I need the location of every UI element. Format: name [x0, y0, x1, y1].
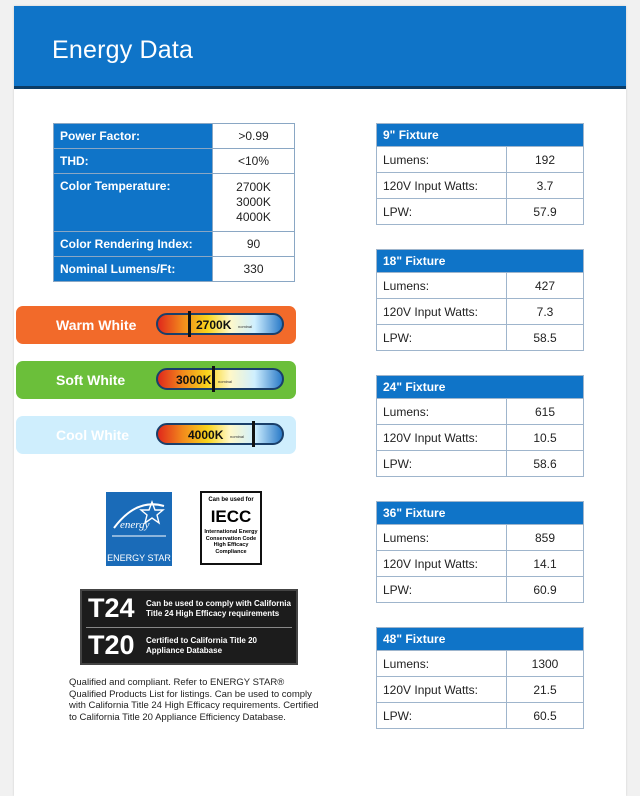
spec-label: Color Rendering Index: — [54, 232, 213, 257]
iecc-line: Compliance — [215, 548, 247, 555]
spec-row-nominal-lumens — [54, 257, 295, 282]
row-value: 3.7 — [507, 173, 584, 199]
cool-white-bar — [16, 416, 296, 454]
iecc-description — [202, 529, 260, 555]
t24-text: Can be used to comply with California Title 24 High Efficacy requirements — [146, 599, 291, 618]
row-label: 120V Input Watts: — [377, 299, 507, 325]
color-temperature-gauge — [156, 368, 284, 390]
row-label: LPW: — [377, 325, 507, 351]
energy-star-label: ENERGY STAR — [107, 553, 171, 563]
gauge-value: 2700K — [196, 318, 232, 332]
iecc-line: High Efficacy — [213, 542, 249, 548]
compliance-note: Qualified and compliant. Refer to ENERGY STAR® Qualified Products List for listings. Can be used to comply with California Title 24 High Efficacy requirements. Certified to California Title 20 Appliance Efficiency Database. — [69, 677, 319, 723]
fixture-row-lpw — [377, 199, 584, 225]
fixture-header: 24" Fixture — [377, 376, 584, 399]
spec-row-power-factor — [54, 124, 295, 149]
fixture-row-watts — [377, 551, 584, 577]
fixture-row-lpw — [377, 703, 584, 729]
gauge-nominal: nominal — [238, 324, 253, 329]
iecc-line: Conservation Code — [205, 535, 257, 542]
gauge-value: 3000K — [176, 373, 212, 387]
soft-white-bar — [16, 361, 296, 399]
fixture-header: 48" Fixture — [377, 628, 584, 651]
page-title: Energy Data — [52, 36, 194, 64]
row-value: 58.6 — [507, 451, 584, 477]
header-divider — [14, 86, 626, 89]
fixture-header: 18" Fixture — [377, 250, 584, 273]
spec-value: 4000K — [236, 210, 271, 224]
row-label: LPW: — [377, 199, 507, 225]
bar-label: Soft White — [56, 372, 126, 388]
fixture-row-lumens — [377, 273, 584, 299]
row-value: 10.5 — [507, 425, 584, 451]
fixture-row-watts — [377, 173, 584, 199]
row-value: 21.5 — [507, 677, 584, 703]
color-temperature-gauge — [156, 423, 284, 445]
iecc-title: IECC — [210, 507, 252, 526]
fixture-row-lpw — [377, 577, 584, 603]
fixture-table-18 — [376, 249, 584, 351]
gauge-nominal: nominal — [218, 379, 233, 384]
row-label: LPW: — [377, 577, 507, 603]
spec-value: <10% — [213, 149, 295, 174]
energy-star-logo — [106, 492, 172, 566]
spec-label: THD: — [54, 149, 213, 174]
row-label: 120V Input Watts: — [377, 173, 507, 199]
spec-value: 2700K — [236, 180, 271, 194]
row-label: Lumens: — [377, 147, 507, 173]
spec-row-cri — [54, 232, 295, 257]
color-temperature-gauge — [156, 313, 284, 335]
spec-row-color-temperature — [54, 174, 295, 232]
t24-row — [86, 593, 292, 625]
spec-label: Nominal Lumens/Ft: — [54, 257, 213, 282]
t20-text: Certified to California Title 20 Appliance Database — [146, 636, 257, 655]
row-value: 60.5 — [507, 703, 584, 729]
row-label: Lumens: — [377, 651, 507, 677]
row-value: 60.9 — [507, 577, 584, 603]
row-value: 859 — [507, 525, 584, 551]
row-value: 57.9 — [507, 199, 584, 225]
title-24-20-badge — [80, 589, 298, 665]
spec-value: >0.99 — [213, 124, 295, 149]
gauge-value: 4000K — [188, 428, 224, 442]
t20-code: T20 — [88, 630, 135, 660]
spec-label: Power Factor: — [54, 124, 213, 149]
energy-data-sheet — [14, 6, 626, 796]
iecc-logo — [200, 491, 262, 565]
row-value: 615 — [507, 399, 584, 425]
bar-label: Warm White — [56, 317, 137, 333]
spec-row-thd — [54, 149, 295, 174]
row-label: 120V Input Watts: — [377, 425, 507, 451]
row-label: LPW: — [377, 451, 507, 477]
fixture-row-lpw — [377, 451, 584, 477]
row-value: 1300 — [507, 651, 584, 677]
warm-white-bar — [16, 306, 296, 344]
spec-value: 90 — [213, 232, 295, 257]
svg-text:energy: energy — [120, 519, 150, 531]
gauge-needle — [252, 421, 255, 447]
spec-value: 3000K — [236, 195, 271, 209]
row-value: 192 — [507, 147, 584, 173]
row-label: Lumens: — [377, 525, 507, 551]
gauge-nominal: nominal — [230, 434, 245, 439]
fixture-header: 36" Fixture — [377, 502, 584, 525]
header-banner — [14, 6, 626, 86]
fixture-table-24 — [376, 375, 584, 477]
t-divider — [86, 627, 292, 628]
fixture-row-watts — [377, 425, 584, 451]
t20-row — [86, 630, 292, 662]
row-label: LPW: — [377, 703, 507, 729]
row-label: Lumens: — [377, 399, 507, 425]
iecc-top-text: Can be used for — [208, 497, 254, 503]
fixture-row-lumens — [377, 651, 584, 677]
bar-label: Cool White — [56, 427, 130, 443]
fixture-header: 9" Fixture — [377, 124, 584, 147]
fixture-row-lpw — [377, 325, 584, 351]
gauge-needle — [188, 311, 191, 337]
fixture-table-9 — [376, 123, 584, 225]
row-value: 7.3 — [507, 299, 584, 325]
gauge-needle — [212, 366, 215, 392]
fixture-row-watts — [377, 677, 584, 703]
iecc-line: International Energy — [204, 529, 258, 535]
row-value: 58.5 — [507, 325, 584, 351]
row-label: 120V Input Watts: — [377, 551, 507, 577]
spec-label: Color Temperature: — [54, 174, 213, 232]
fixture-row-watts — [377, 299, 584, 325]
t24-code: T24 — [88, 593, 135, 623]
energy-star-icon — [106, 492, 172, 548]
specs-table — [53, 123, 295, 282]
fixture-table-36 — [376, 501, 584, 603]
fixture-row-lumens — [377, 399, 584, 425]
fixture-row-lumens — [377, 147, 584, 173]
fixture-row-lumens — [377, 525, 584, 551]
spec-value: 330 — [213, 257, 295, 282]
spec-value-list — [213, 174, 295, 232]
row-value: 14.1 — [507, 551, 584, 577]
row-value: 427 — [507, 273, 584, 299]
row-label: 120V Input Watts: — [377, 677, 507, 703]
row-label: Lumens: — [377, 273, 507, 299]
fixture-table-48 — [376, 627, 584, 729]
